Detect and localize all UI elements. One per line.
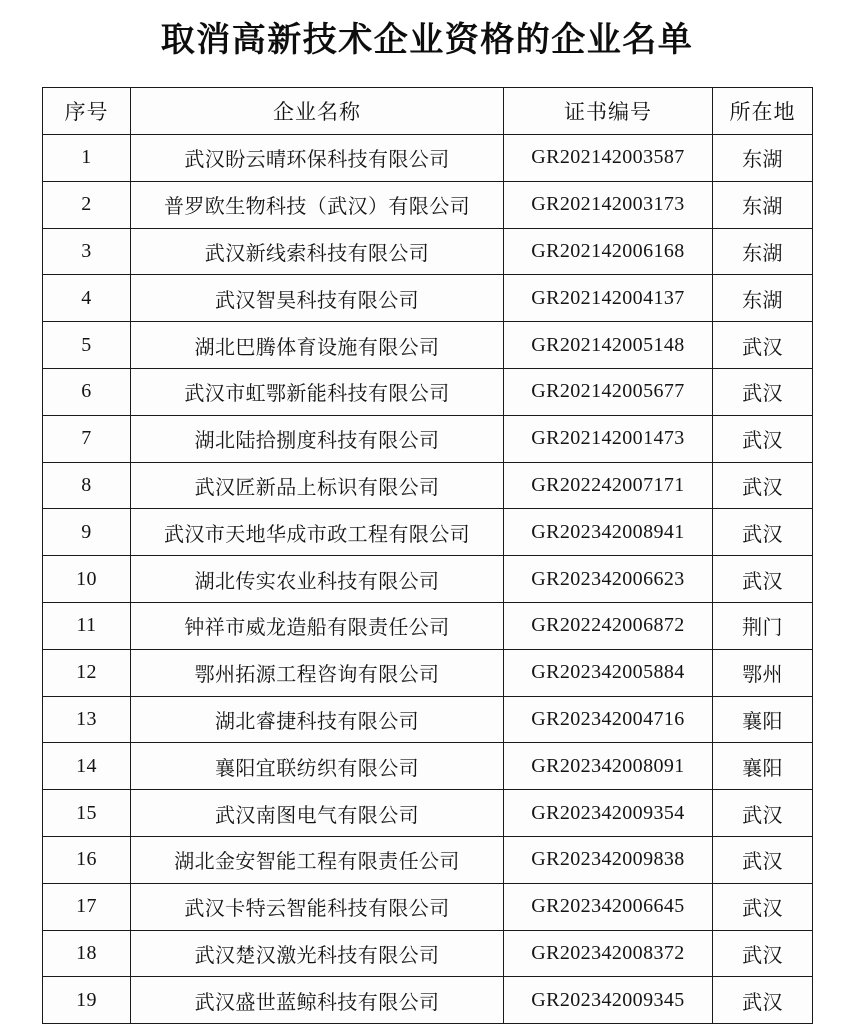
cell-index: 5	[43, 322, 131, 369]
table-row	[43, 509, 813, 556]
table-row	[43, 977, 813, 1024]
cell-certificate-no: GR202342009345	[504, 977, 713, 1024]
table-row	[43, 649, 813, 696]
table-row	[43, 883, 813, 930]
table-header-row	[43, 88, 813, 135]
cell-index: 14	[43, 743, 131, 790]
table-row	[43, 556, 813, 603]
cell-location: 东湖	[713, 181, 813, 228]
cell-company-name: 武汉盼云晴环保科技有限公司	[131, 135, 504, 182]
cell-certificate-no: GR202142006168	[504, 228, 713, 275]
company-list-table-container	[42, 87, 812, 1024]
table-row	[43, 836, 813, 883]
cell-location: 襄阳	[713, 743, 813, 790]
cell-location: 武汉	[713, 836, 813, 883]
cell-index: 2	[43, 181, 131, 228]
cell-location: 武汉	[713, 790, 813, 837]
company-list-table	[42, 87, 813, 1024]
cell-certificate-no: GR202142003173	[504, 181, 713, 228]
cell-company-name: 襄阳宜联纺织有限公司	[131, 743, 504, 790]
cell-location: 东湖	[713, 135, 813, 182]
table-row	[43, 275, 813, 322]
cell-certificate-no: GR202342009838	[504, 836, 713, 883]
cell-certificate-no: GR202342005884	[504, 649, 713, 696]
table-body	[43, 135, 813, 1024]
table-row	[43, 790, 813, 837]
cell-certificate-no: GR202242007171	[504, 462, 713, 509]
cell-index: 19	[43, 977, 131, 1024]
cell-index: 18	[43, 930, 131, 977]
cell-certificate-no: GR202142001473	[504, 415, 713, 462]
cell-certificate-no: GR202142003587	[504, 135, 713, 182]
table-row	[43, 135, 813, 182]
table-row	[43, 743, 813, 790]
cell-company-name: 钟祥市威龙造船有限责任公司	[131, 602, 504, 649]
cell-location: 荆门	[713, 602, 813, 649]
cell-certificate-no: GR202342006645	[504, 883, 713, 930]
cell-certificate-no: GR202342008941	[504, 509, 713, 556]
cell-location: 东湖	[713, 228, 813, 275]
cell-company-name: 鄂州拓源工程咨询有限公司	[131, 649, 504, 696]
cell-location: 武汉	[713, 509, 813, 556]
cell-location: 武汉	[713, 415, 813, 462]
cell-index: 9	[43, 509, 131, 556]
table-row	[43, 322, 813, 369]
cell-index: 10	[43, 556, 131, 603]
cell-location: 鄂州	[713, 649, 813, 696]
cell-index: 8	[43, 462, 131, 509]
cell-location: 东湖	[713, 275, 813, 322]
cell-location: 武汉	[713, 322, 813, 369]
cell-index: 1	[43, 135, 131, 182]
cell-index: 11	[43, 602, 131, 649]
cell-certificate-no: GR202342008372	[504, 930, 713, 977]
table-row	[43, 696, 813, 743]
table-row	[43, 415, 813, 462]
cell-index: 12	[43, 649, 131, 696]
cell-company-name: 武汉楚汉激光科技有限公司	[131, 930, 504, 977]
cell-index: 15	[43, 790, 131, 837]
cell-index: 7	[43, 415, 131, 462]
cell-certificate-no: GR202342008091	[504, 743, 713, 790]
page-title: 取消高新技术企业资格的企业名单	[160, 22, 694, 59]
cell-company-name: 武汉南图电气有限公司	[131, 790, 504, 837]
cell-company-name: 武汉市天地华成市政工程有限公司	[131, 509, 504, 556]
cell-location: 武汉	[713, 977, 813, 1024]
cell-certificate-no: GR202142005148	[504, 322, 713, 369]
cell-certificate-no: GR202142004137	[504, 275, 713, 322]
cell-company-name: 武汉智昊科技有限公司	[131, 275, 504, 322]
cell-company-name: 湖北巴腾体育设施有限公司	[131, 322, 504, 369]
cell-location: 武汉	[713, 930, 813, 977]
table-row	[43, 462, 813, 509]
cell-certificate-no: GR202242006872	[504, 602, 713, 649]
cell-certificate-no: GR202342009354	[504, 790, 713, 837]
cell-company-name: 武汉市虹鄂新能科技有限公司	[131, 368, 504, 415]
cell-company-name: 武汉盛世蓝鲸科技有限公司	[131, 977, 504, 1024]
column-header-location: 所在地	[713, 88, 813, 135]
cell-company-name: 武汉卡特云智能科技有限公司	[131, 883, 504, 930]
cell-location: 武汉	[713, 556, 813, 603]
cell-company-name: 普罗欧生物科技（武汉）有限公司	[131, 181, 504, 228]
cell-company-name: 武汉新线索科技有限公司	[131, 228, 504, 275]
cell-certificate-no: GR202142005677	[504, 368, 713, 415]
table-row	[43, 181, 813, 228]
cell-index: 13	[43, 696, 131, 743]
cell-certificate-no: GR202342006623	[504, 556, 713, 603]
cell-index: 17	[43, 883, 131, 930]
cell-company-name: 湖北传实农业科技有限公司	[131, 556, 504, 603]
cell-index: 4	[43, 275, 131, 322]
table-row	[43, 930, 813, 977]
cell-location: 武汉	[713, 462, 813, 509]
cell-index: 3	[43, 228, 131, 275]
cell-location: 武汉	[713, 883, 813, 930]
cell-index: 16	[43, 836, 131, 883]
cell-certificate-no: GR202342004716	[504, 696, 713, 743]
cell-company-name: 湖北陆拾捌度科技有限公司	[131, 415, 504, 462]
cell-index: 6	[43, 368, 131, 415]
cell-company-name: 武汉匠新品上标识有限公司	[131, 462, 504, 509]
column-header-company-name: 企业名称	[131, 88, 504, 135]
table-header	[43, 88, 813, 135]
column-header-certificate-no: 证书编号	[504, 88, 713, 135]
table-row	[43, 368, 813, 415]
column-header-index: 序号	[43, 88, 131, 135]
table-row	[43, 228, 813, 275]
cell-company-name: 湖北金安智能工程有限责任公司	[131, 836, 504, 883]
cell-location: 武汉	[713, 368, 813, 415]
table-row	[43, 602, 813, 649]
cell-company-name: 湖北睿捷科技有限公司	[131, 696, 504, 743]
cell-location: 襄阳	[713, 696, 813, 743]
